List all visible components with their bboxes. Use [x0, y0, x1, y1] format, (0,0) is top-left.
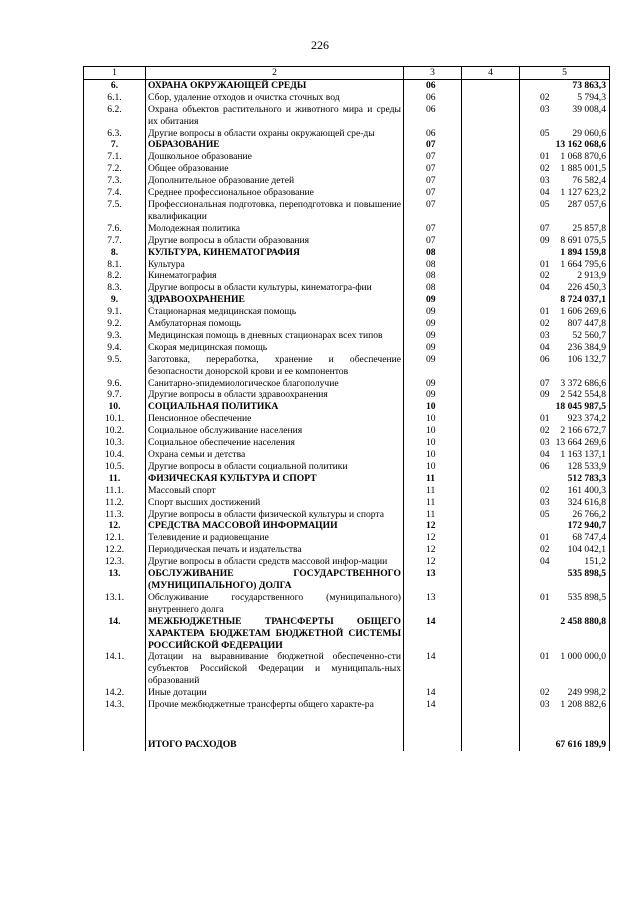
row-subsection: 04 [462, 449, 520, 461]
table-row [84, 497, 610, 509]
row-amount: 2 542 554,8 [520, 389, 610, 401]
row-section: 11 [404, 473, 462, 485]
table-row [84, 92, 610, 104]
row-section: 07 [404, 151, 462, 163]
row-amount: 236 384,9 [520, 342, 610, 354]
section-row [84, 294, 610, 306]
row-section: 07 [404, 187, 462, 199]
row-section: 10 [404, 449, 462, 461]
row-section: 12 [404, 532, 462, 544]
row-name: Общее образование [146, 163, 404, 175]
row-name: Обслуживание государственного (муниципального) внутреннего долга [146, 592, 404, 616]
row-amount: 8 691 075,5 [520, 235, 610, 247]
row-name: Другие вопросы в области культуры, кинематогра-фии [146, 282, 404, 294]
row-section: 09 [404, 330, 462, 342]
row-name: Другие вопросы в области физической культуры и спорта [146, 509, 404, 521]
row-section: 09 [404, 354, 462, 378]
row-section: 12 [404, 556, 462, 568]
table-row [84, 330, 610, 342]
row-name: Массовый спорт [146, 485, 404, 497]
row-code: 12. [84, 520, 146, 532]
row-subsection: 03 [462, 104, 520, 128]
row-section: 12 [404, 520, 462, 532]
table-row [84, 175, 610, 187]
row-amount: 104 042,1 [520, 544, 610, 556]
row-amount: 1 208 882,6 [520, 699, 610, 711]
row-section: 06 [404, 79, 462, 91]
row-code: 9.4. [84, 342, 146, 354]
row-amount: 52 560,7 [520, 330, 610, 342]
table-row [84, 128, 610, 140]
table-row [84, 104, 610, 128]
row-code: 13. [84, 568, 146, 592]
table-row [84, 449, 610, 461]
row-amount: 1 664 795,6 [520, 259, 610, 271]
row-amount: 1 894 159,8 [520, 247, 610, 259]
row-section: 08 [404, 282, 462, 294]
table-row [84, 556, 610, 568]
table-row [84, 592, 610, 616]
table-row [84, 378, 610, 390]
row-amount: 73 863,3 [520, 79, 610, 91]
header-cell-subsection: 4 [462, 67, 520, 80]
row-amount: 249 998,2 [520, 687, 610, 699]
header-cell-code: 1 [84, 67, 146, 80]
row-code: 10.4. [84, 449, 146, 461]
row-subsection: 03 [462, 175, 520, 187]
row-subsection: 07 [462, 378, 520, 390]
row-section: 09 [404, 342, 462, 354]
row-name: Дополнительное образование детей [146, 175, 404, 187]
row-name: Другие вопросы в области охраны окружающей сре-ды [146, 128, 404, 140]
row-code: 7.6. [84, 223, 146, 235]
row-subsection [462, 247, 520, 259]
row-name: Медицинская помощь в дневных стационарах всех типов [146, 330, 404, 342]
total-label: ИТОГО РАСХОДОВ [146, 735, 404, 751]
row-subsection: 01 [462, 592, 520, 616]
row-name: Профессиональная подготовка, переподготовка и повышение квалификации [146, 199, 404, 223]
row-code: 7.5. [84, 199, 146, 223]
spacer-row [84, 711, 610, 735]
row-section: 08 [404, 247, 462, 259]
row-subsection: 02 [462, 544, 520, 556]
row-code: 14.3. [84, 699, 146, 711]
row-amount: 106 132,7 [520, 354, 610, 378]
row-subsection: 01 [462, 259, 520, 271]
table-row [84, 437, 610, 449]
row-amount: 39 008,4 [520, 104, 610, 128]
row-amount: 287 057,6 [520, 199, 610, 223]
row-name: Дотации на выравнивание бюджетной обеспеченно-сти субъектов Российской Федерации и муниципаль-ных образований [146, 651, 404, 687]
row-name: Социальное обеспечение населения [146, 437, 404, 449]
row-code: 7.7. [84, 235, 146, 247]
row-amount: 76 582,4 [520, 175, 610, 187]
row-code: 9.2. [84, 318, 146, 330]
table-row [84, 259, 610, 271]
row-subsection: 01 [462, 413, 520, 425]
row-name: Другие вопросы в области средств массовой инфор-мации [146, 556, 404, 568]
row-code: 6.1. [84, 92, 146, 104]
row-code: 9.5. [84, 354, 146, 378]
row-name: Пенсионное обеспечение [146, 413, 404, 425]
row-name: ОБСЛУЖИВАНИЕ ГОСУДАРСТВЕННОГО (МУНИЦИПАЛЬНОГО) ДОЛГА [146, 568, 404, 592]
row-name: Охрана семьи и детства [146, 449, 404, 461]
row-code: 14.2. [84, 687, 146, 699]
row-amount: 151,2 [520, 556, 610, 568]
row-name: Другие вопросы в области социальной политики [146, 461, 404, 473]
row-section: 08 [404, 270, 462, 282]
table-header-row [84, 67, 610, 80]
row-amount: 18 045 987,5 [520, 401, 610, 413]
row-name: Телевидение и радиовещание [146, 532, 404, 544]
row-section: 09 [404, 378, 462, 390]
row-code: 12.1. [84, 532, 146, 544]
row-code: 11. [84, 473, 146, 485]
row-amount: 1 127 623,2 [520, 187, 610, 199]
row-amount: 1 885 001,5 [520, 163, 610, 175]
row-section: 14 [404, 699, 462, 711]
row-subsection: 01 [462, 306, 520, 318]
row-subsection: 02 [462, 485, 520, 497]
table-row [84, 413, 610, 425]
row-amount: 2 166 672,7 [520, 425, 610, 437]
header-cell-name: 2 [146, 67, 404, 80]
row-name: ОХРАНА ОКРУЖАЮЩЕЙ СРЕДЫ [146, 79, 404, 91]
table-row [84, 306, 610, 318]
table-row [84, 425, 610, 437]
row-amount: 226 450,3 [520, 282, 610, 294]
row-subsection [462, 294, 520, 306]
row-subsection: 06 [462, 354, 520, 378]
row-code: 10.3. [84, 437, 146, 449]
row-code: 12.3. [84, 556, 146, 568]
row-amount: 535 898,5 [520, 568, 610, 592]
row-name: Скорая медицинская помощь [146, 342, 404, 354]
row-name: КУЛЬТУРА, КИНЕМАТОГРАФИЯ [146, 247, 404, 259]
row-amount: 3 372 686,6 [520, 378, 610, 390]
row-code: 14. [84, 616, 146, 652]
table-row [84, 354, 610, 378]
row-name: Кинематография [146, 270, 404, 282]
row-code: 14.1. [84, 651, 146, 687]
row-section: 11 [404, 497, 462, 509]
row-subsection: 09 [462, 235, 520, 247]
row-amount: 512 783,3 [520, 473, 610, 485]
row-name: Иные дотации [146, 687, 404, 699]
row-code: 11.2. [84, 497, 146, 509]
row-subsection: 02 [462, 687, 520, 699]
row-section: 10 [404, 413, 462, 425]
row-name: Санитарно-эпидемиологическое благополучие [146, 378, 404, 390]
row-name: Периодическая печать и издательства [146, 544, 404, 556]
row-amount: 807 447,8 [520, 318, 610, 330]
row-section: 07 [404, 175, 462, 187]
row-subsection: 04 [462, 342, 520, 354]
row-name: Заготовка, переработка, хранение и обеспечение безопасности донорской крови и ее компонентов [146, 354, 404, 378]
row-code: 11.1. [84, 485, 146, 497]
table-row [84, 342, 610, 354]
row-code: 11.3. [84, 509, 146, 521]
row-subsection: 02 [462, 92, 520, 104]
row-amount: 535 898,5 [520, 592, 610, 616]
row-subsection: 01 [462, 651, 520, 687]
table-row [84, 151, 610, 163]
row-amount: 29 060,6 [520, 128, 610, 140]
row-section: 09 [404, 318, 462, 330]
section-row [84, 520, 610, 532]
row-name: Сбор, удаление отходов и очистка сточных вод [146, 92, 404, 104]
row-code: 7.1. [84, 151, 146, 163]
table-row [84, 532, 610, 544]
row-subsection: 04 [462, 556, 520, 568]
row-name: СРЕДСТВА МАССОВОЙ ИНФОРМАЦИИ [146, 520, 404, 532]
table-row [84, 699, 610, 711]
row-code: 8.2. [84, 270, 146, 282]
table-row [84, 318, 610, 330]
row-code: 12.2. [84, 544, 146, 556]
row-amount: 1 068 870,6 [520, 151, 610, 163]
row-section: 09 [404, 306, 462, 318]
row-amount: 68 747,4 [520, 532, 610, 544]
row-code: 10.5. [84, 461, 146, 473]
row-section: 14 [404, 651, 462, 687]
row-subsection: 01 [462, 151, 520, 163]
row-name: Среднее профессиональное образование [146, 187, 404, 199]
row-amount: 25 857,8 [520, 223, 610, 235]
row-name: Амбулаторная помощь [146, 318, 404, 330]
row-subsection [462, 616, 520, 652]
row-subsection: 05 [462, 128, 520, 140]
row-section: 07 [404, 235, 462, 247]
row-name: МЕЖБЮДЖЕТНЫЕ ТРАНСФЕРТЫ ОБЩЕГО ХАРАКТЕРА БЮДЖЕТАМ БЮДЖЕТНОЙ СИСТЕМЫ РОССИЙСКОЙ ФЕДЕРАЦИИ [146, 616, 404, 652]
row-name: Прочие межбюджетные трансферты общего характе-ра [146, 699, 404, 711]
section-row [84, 473, 610, 485]
row-name: Другие вопросы в области здравоохранения [146, 389, 404, 401]
row-amount: 1 000 000,0 [520, 651, 610, 687]
row-subsection: 06 [462, 461, 520, 473]
row-code: 7. [84, 139, 146, 151]
row-amount: 26 766,2 [520, 509, 610, 521]
row-code: 6.2. [84, 104, 146, 128]
row-code: 7.4. [84, 187, 146, 199]
row-name: ЗДРАВООХРАНЕНИЕ [146, 294, 404, 306]
row-subsection: 05 [462, 199, 520, 223]
row-code: 13.1. [84, 592, 146, 616]
table-row [84, 651, 610, 687]
table-row [84, 485, 610, 497]
section-row [84, 401, 610, 413]
table-row [84, 163, 610, 175]
row-section: 06 [404, 104, 462, 128]
row-amount: 5 794,3 [520, 92, 610, 104]
row-code: 6. [84, 79, 146, 91]
total-row [84, 735, 610, 751]
section-row [84, 568, 610, 592]
row-code: 6.3. [84, 128, 146, 140]
row-code: 9.7. [84, 389, 146, 401]
row-amount: 8 724 037,1 [520, 294, 610, 306]
row-code: 9.3. [84, 330, 146, 342]
page-number: 226 [311, 38, 329, 52]
row-amount: 1 606 269,6 [520, 306, 610, 318]
row-section: 06 [404, 92, 462, 104]
table-row [84, 389, 610, 401]
row-code: 10.1. [84, 413, 146, 425]
row-amount: 161 400,3 [520, 485, 610, 497]
row-subsection: 04 [462, 282, 520, 294]
row-code: 7.3. [84, 175, 146, 187]
row-amount: 172 940,7 [520, 520, 610, 532]
row-section: 07 [404, 223, 462, 235]
total-amount: 67 616 189,9 [520, 735, 610, 751]
row-section: 13 [404, 592, 462, 616]
row-section: 14 [404, 616, 462, 652]
row-section: 07 [404, 199, 462, 223]
row-amount: 13 664 269,6 [520, 437, 610, 449]
row-section: 10 [404, 461, 462, 473]
row-section: 07 [404, 139, 462, 151]
row-section: 10 [404, 425, 462, 437]
table-row [84, 199, 610, 223]
table-row [84, 544, 610, 556]
section-row [84, 79, 610, 91]
row-subsection: 03 [462, 330, 520, 342]
row-subsection [462, 139, 520, 151]
row-section: 09 [404, 389, 462, 401]
row-subsection: 01 [462, 532, 520, 544]
row-subsection: 03 [462, 497, 520, 509]
row-code: 10. [84, 401, 146, 413]
row-code: 8. [84, 247, 146, 259]
row-amount: 13 162 068,6 [520, 139, 610, 151]
row-name: Охрана объектов растительного и животного мира и среды их обитания [146, 104, 404, 128]
row-amount: 128 533,9 [520, 461, 610, 473]
row-amount: 2 458 880,8 [520, 616, 610, 652]
row-name: ОБРАЗОВАНИЕ [146, 139, 404, 151]
row-section: 07 [404, 163, 462, 175]
row-subsection: 02 [462, 425, 520, 437]
row-subsection: 05 [462, 509, 520, 521]
section-row [84, 616, 610, 652]
row-subsection: 07 [462, 223, 520, 235]
row-amount: 923 374,2 [520, 413, 610, 425]
table-row [84, 187, 610, 199]
row-section: 10 [404, 437, 462, 449]
budget-expenses-table [83, 66, 610, 751]
table-row [84, 223, 610, 235]
row-section: 14 [404, 687, 462, 699]
row-code: 8.3. [84, 282, 146, 294]
row-section: 09 [404, 294, 462, 306]
row-subsection [462, 79, 520, 91]
table-row [84, 509, 610, 521]
row-amount: 324 616,8 [520, 497, 610, 509]
row-name: СОЦИАЛЬНАЯ ПОЛИТИКА [146, 401, 404, 413]
row-subsection [462, 473, 520, 485]
row-code: 10.2. [84, 425, 146, 437]
row-name: Дошкольное образование [146, 151, 404, 163]
row-code: 8.1. [84, 259, 146, 271]
table-row [84, 235, 610, 247]
header-cell-section: 3 [404, 67, 462, 80]
row-subsection: 09 [462, 389, 520, 401]
row-code: 9.1. [84, 306, 146, 318]
table-row [84, 282, 610, 294]
row-subsection: 03 [462, 699, 520, 711]
row-subsection: 03 [462, 437, 520, 449]
row-amount: 1 163 137,1 [520, 449, 610, 461]
row-name: Социальное обслуживание населения [146, 425, 404, 437]
section-row [84, 139, 610, 151]
table-row [84, 687, 610, 699]
row-subsection: 02 [462, 270, 520, 282]
row-subsection [462, 520, 520, 532]
row-name: Культура [146, 259, 404, 271]
row-section: 11 [404, 485, 462, 497]
row-code: 9. [84, 294, 146, 306]
row-subsection: 02 [462, 163, 520, 175]
table-row [84, 270, 610, 282]
row-section: 13 [404, 568, 462, 592]
row-code: 7.2. [84, 163, 146, 175]
row-section: 10 [404, 401, 462, 413]
header-cell-amount: 5 [520, 67, 610, 80]
row-name: Спорт высших достижений [146, 497, 404, 509]
row-subsection: 04 [462, 187, 520, 199]
row-section: 06 [404, 128, 462, 140]
row-section: 12 [404, 544, 462, 556]
row-name: ФИЗИЧЕСКАЯ КУЛЬТУРА И СПОРТ [146, 473, 404, 485]
row-name: Другие вопросы в области образования [146, 235, 404, 247]
row-code: 9.6. [84, 378, 146, 390]
row-subsection [462, 401, 520, 413]
section-row [84, 247, 610, 259]
row-subsection: 02 [462, 318, 520, 330]
row-subsection [462, 568, 520, 592]
row-section: 11 [404, 509, 462, 521]
row-name: Молодежная политика [146, 223, 404, 235]
row-amount: 2 913,9 [520, 270, 610, 282]
table-row [84, 461, 610, 473]
row-name: Стационарная медицинская помощь [146, 306, 404, 318]
row-section: 08 [404, 259, 462, 271]
